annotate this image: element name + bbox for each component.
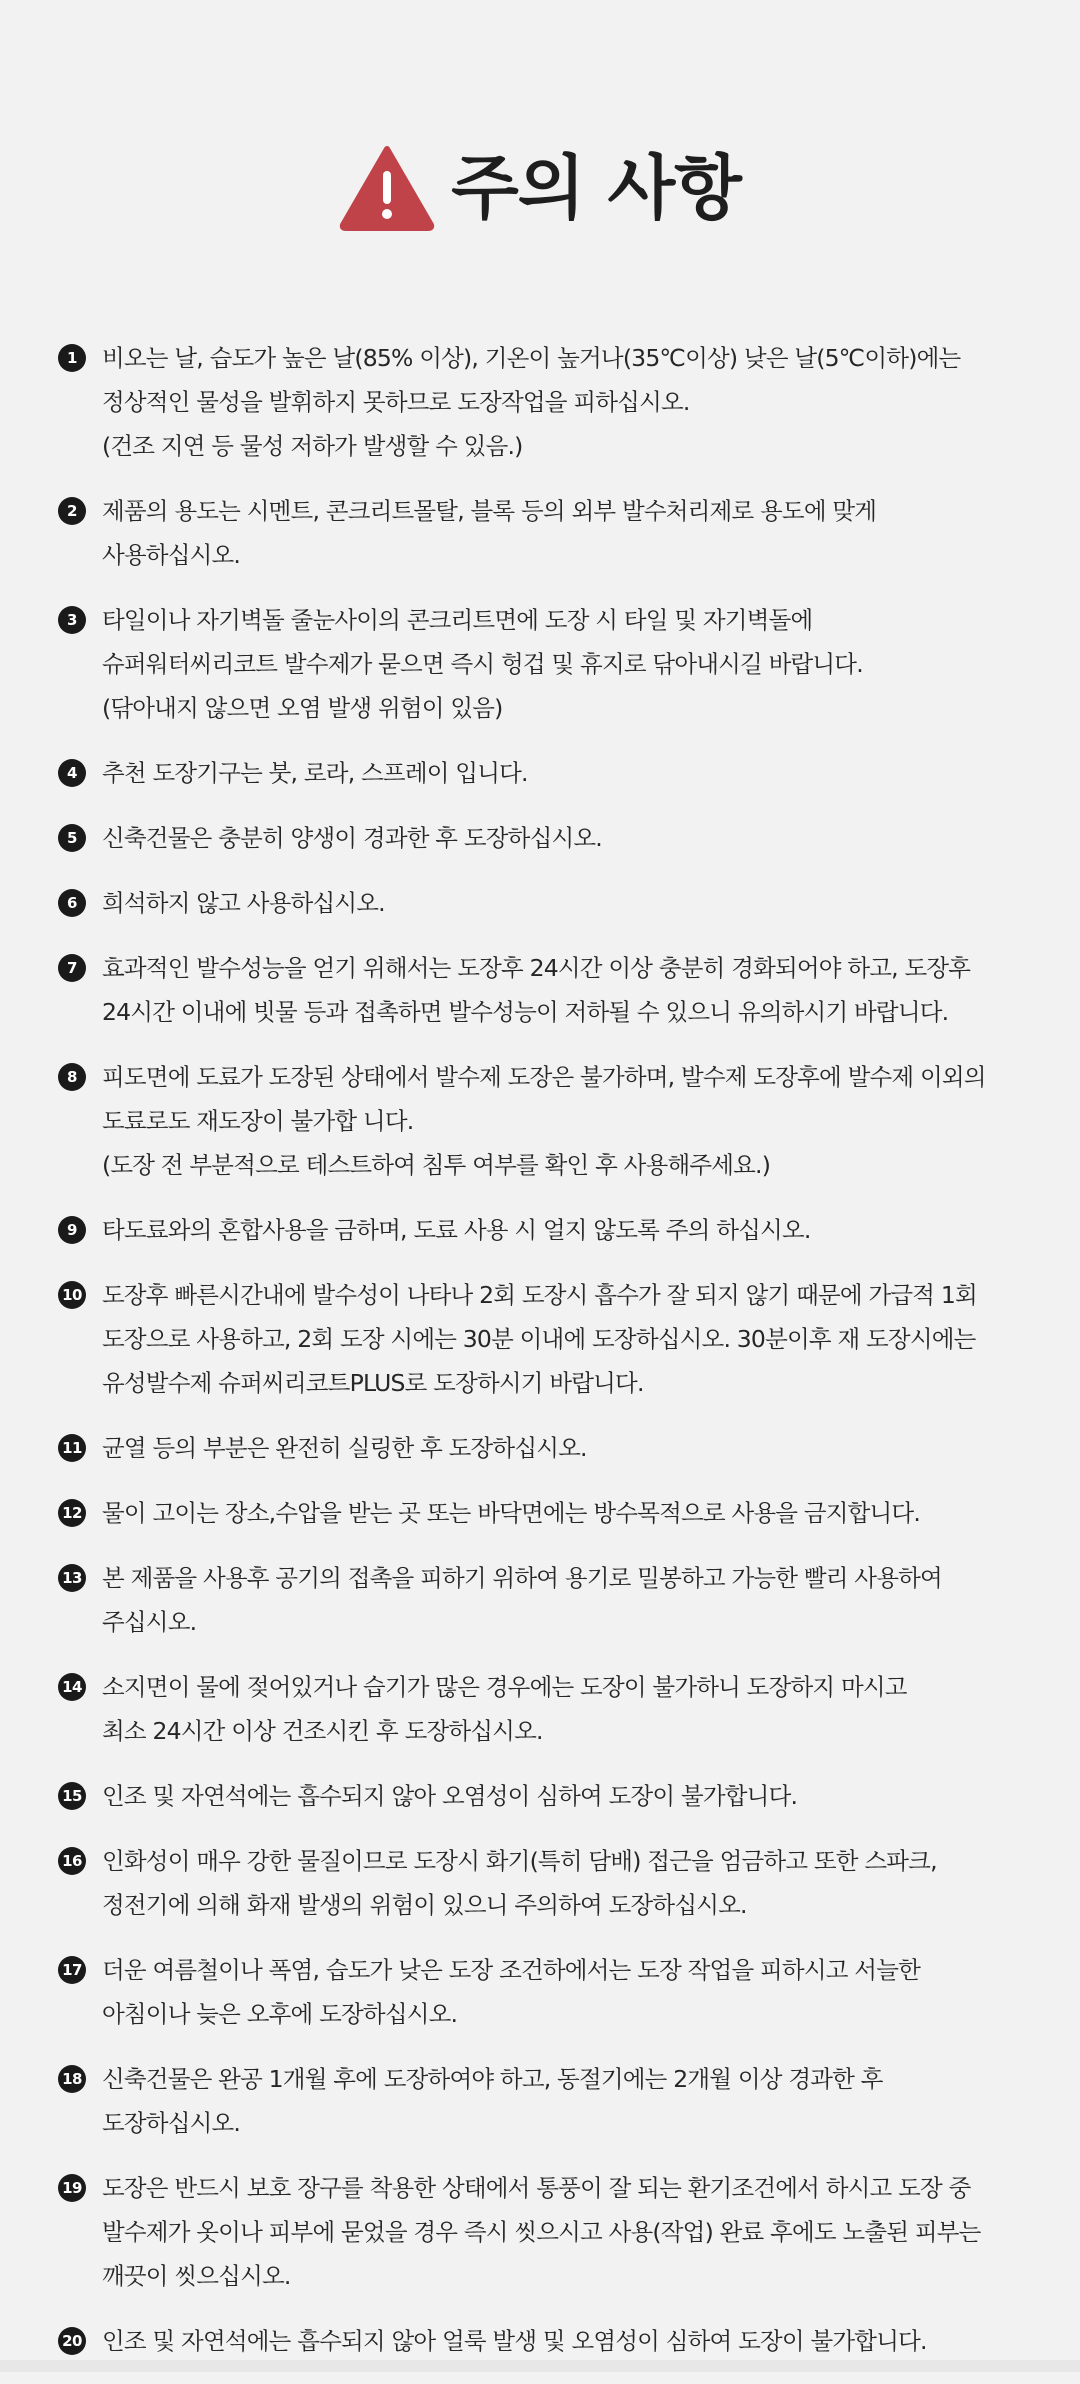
number-badge: 15	[58, 1782, 86, 1810]
warning-triangle-icon	[339, 145, 435, 231]
bottom-divider	[0, 2360, 1080, 2372]
notice-item	[58, 489, 1018, 577]
notice-line: 도료로도 재도장이 불가합 니다.	[102, 1107, 414, 1135]
notice-text	[102, 1055, 1018, 1187]
number-badge: 8	[58, 1063, 86, 1091]
notice-item	[58, 1426, 1018, 1470]
notice-text	[102, 1948, 1018, 2036]
number-badge: 19	[58, 2174, 86, 2202]
notice-text	[102, 1839, 1018, 1927]
notice-line: 최소 24시간 이상 건조시킨 후 도장하십시오.	[102, 1717, 543, 1745]
notice-line: 제품의 용도는 시멘트, 콘크리트몰탈, 블록 등의 외부 발수처리제로 용도에 맞게	[102, 497, 877, 525]
notice-text	[102, 946, 1018, 1034]
notice-text	[102, 1556, 1018, 1644]
notice-line: 본 제품을 사용후 공기의 접촉을 피하기 위하여 용기로 밀봉하고 가능한 빨리 사용하여	[102, 1564, 942, 1592]
notice-text	[102, 2057, 1018, 2145]
notice-line: 도장하십시오.	[102, 2109, 241, 2137]
number-badge: 9	[58, 1216, 86, 1244]
notice-line: 효과적인 발수성능을 얻기 위해서는 도장후 24시간 이상 충분히 경화되어야 하고, 도장후	[102, 954, 971, 982]
notice-item	[58, 1273, 1018, 1405]
notice-text	[102, 1491, 1018, 1535]
notice-line: 더운 여름철이나 폭염, 습도가 낮은 도장 조건하에서는 도장 작업을 피하시고 서늘한	[102, 1956, 921, 1984]
notice-line: 피도면에 도료가 도장된 상태에서 발수제 도장은 불가하며, 발수제 도장후에 발수제 이외의	[102, 1063, 986, 1091]
notice-item	[58, 1948, 1018, 2036]
notice-list	[58, 336, 1018, 2384]
notice-line: 주십시오.	[102, 1608, 197, 1636]
notice-text	[102, 881, 1018, 925]
notice-line: 도장으로 사용하고, 2회 도장 시에는 30분 이내에 도장하십시오. 30분이후 재 도장시에는	[102, 1325, 976, 1353]
notice-text	[102, 1774, 1018, 1818]
notice-text	[102, 2166, 1018, 2298]
number-badge: 5	[58, 824, 86, 852]
notice-item	[58, 816, 1018, 860]
number-badge: 10	[58, 1281, 86, 1309]
notice-line: 신축건물은 완공 1개월 후에 도장하여야 하고, 동절기에는 2개월 이상 경과한 후	[102, 2065, 883, 2093]
notice-line: 깨끗이 씻으십시오.	[102, 2262, 291, 2290]
notice-text	[102, 1273, 1018, 1405]
notice-line: 소지면이 물에 젖어있거나 습기가 많은 경우에는 도장이 불가하니 도장하지 마시고	[102, 1673, 907, 1701]
notice-item	[58, 2319, 1018, 2363]
number-badge: 4	[58, 759, 86, 787]
notice-line: 아침이나 늦은 오후에 도장하십시오.	[102, 2000, 458, 2028]
notice-line: 정전기에 의해 화재 발생의 위험이 있으니 주의하여 도장하십시오.	[102, 1891, 747, 1919]
page-title: 주의 사항	[451, 147, 741, 229]
notice-item	[58, 1556, 1018, 1644]
number-badge: 12	[58, 1499, 86, 1527]
notice-item	[58, 1665, 1018, 1753]
notice-line: 도장후 빠른시간내에 발수성이 나타나 2회 도장시 흡수가 잘 되지 않기 때문에 가급적 1회	[102, 1281, 977, 1309]
notice-text	[102, 751, 1018, 795]
number-badge: 18	[58, 2065, 86, 2093]
notice-line: (도장 전 부분적으로 테스트하여 침투 여부를 확인 후 사용해주세요.)	[102, 1151, 771, 1179]
notice-item	[58, 2166, 1018, 2298]
notice-item	[58, 336, 1018, 468]
notice-item	[58, 1208, 1018, 1252]
notice-text	[102, 1208, 1018, 1252]
notice-line: 슈퍼워터씨리코트 발수제가 묻으면 즉시 헝겁 및 휴지로 닦아내시길 바랍니다.	[102, 650, 863, 678]
number-badge: 7	[58, 954, 86, 982]
number-badge: 2	[58, 497, 86, 525]
notice-item	[58, 2057, 1018, 2145]
number-badge: 6	[58, 889, 86, 917]
number-badge: 13	[58, 1564, 86, 1592]
notice-item	[58, 1055, 1018, 1187]
notice-text	[102, 1426, 1018, 1470]
number-badge: 11	[58, 1434, 86, 1462]
notice-item	[58, 751, 1018, 795]
notice-line: 24시간 이내에 빗물 등과 접촉하면 발수성능이 저하될 수 있으니 유의하시기 바랍니다.	[102, 998, 949, 1026]
number-badge: 14	[58, 1673, 86, 1701]
notice-line: 추천 도장기구는 붓, 로라, 스프레이 입니다.	[102, 759, 528, 787]
notice-line: 물이 고이는 장소,수압을 받는 곳 또는 바닥면에는 방수목적으로 사용을 금지합니다.	[102, 1499, 921, 1527]
notice-item	[58, 1839, 1018, 1927]
notice-item	[58, 946, 1018, 1034]
notice-item	[58, 1774, 1018, 1818]
notice-item	[58, 598, 1018, 730]
page-header	[0, 138, 1080, 238]
notice-line: 유성발수제 슈퍼씨리코트PLUS로 도장하시기 바랍니다.	[102, 1369, 644, 1397]
notice-text	[102, 816, 1018, 860]
notice-line: 정상적인 물성을 발휘하지 못하므로 도장작업을 피하십시오.	[102, 388, 690, 416]
notice-line: 인조 및 자연석에는 흡수되지 않아 얼룩 발생 및 오염성이 심하여 도장이 불가합니다.	[102, 2327, 927, 2355]
notice-line: 인화성이 매우 강한 물질이므로 도장시 화기(특히 담배) 접근을 엄금하고 또한 스파크,	[102, 1847, 937, 1875]
notice-line: (건조 지연 등 물성 저하가 발생할 수 있음.)	[102, 432, 523, 460]
notice-item	[58, 1491, 1018, 1535]
notice-line: 인조 및 자연석에는 흡수되지 않아 오염성이 심하여 도장이 불가합니다.	[102, 1782, 798, 1810]
notice-text	[102, 489, 1018, 577]
number-badge: 3	[58, 606, 86, 634]
notice-text	[102, 1665, 1018, 1753]
notice-text	[102, 598, 1018, 730]
notice-text	[102, 336, 1018, 468]
notice-line: (닦아내지 않으면 오염 발생 위험이 있음)	[102, 694, 503, 722]
notice-line: 타도료와의 혼합사용을 금하며, 도료 사용 시 얼지 않도록 주의 하십시오.	[102, 1216, 811, 1244]
notice-line: 희석하지 않고 사용하십시오.	[102, 889, 385, 917]
number-badge: 16	[58, 1847, 86, 1875]
notice-item	[58, 881, 1018, 925]
notice-line: 비오는 날, 습도가 높은 날(85% 이상), 기온이 높거나(35℃이상) 낮은 날(5℃이하)에는	[102, 344, 961, 372]
number-badge: 20	[58, 2327, 86, 2355]
notice-line: 도장은 반드시 보호 장구를 착용한 상태에서 통풍이 잘 되는 환기조건에서 하시고 도장 중	[102, 2174, 971, 2202]
notice-line: 균열 등의 부분은 완전히 실링한 후 도장하십시오.	[102, 1434, 587, 1462]
notice-text	[102, 2319, 1018, 2363]
number-badge: 1	[58, 344, 86, 372]
number-badge: 17	[58, 1956, 86, 1984]
notice-line: 사용하십시오.	[102, 541, 241, 569]
notice-line: 신축건물은 충분히 양생이 경과한 후 도장하십시오.	[102, 824, 602, 852]
notice-line: 발수제가 옷이나 피부에 묻었을 경우 즉시 씻으시고 사용(작업) 완료 후에도 노출된 피부는	[102, 2218, 981, 2246]
notice-line: 타일이나 자기벽돌 줄눈사이의 콘크리트면에 도장 시 타일 및 자기벽돌에	[102, 606, 813, 634]
